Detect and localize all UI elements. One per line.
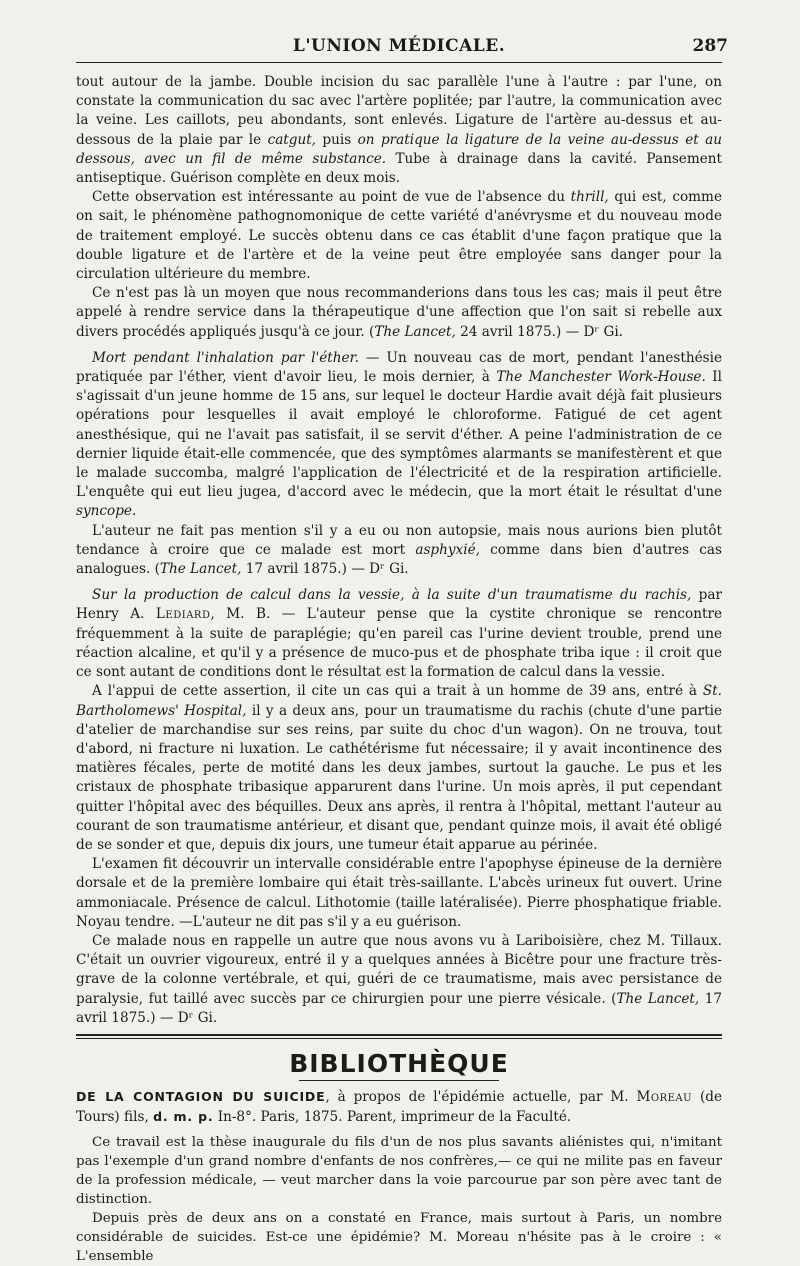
- paragraph-case-39: [76, 682, 722, 855]
- text: 17 avril 1875.) — Dʳ Gi.: [241, 561, 409, 578]
- running-header: [76, 0, 728, 62]
- text: L'auteur ne fait pas mention s'il y a eu ou non autopsie, mais nous aurions bien plutôt tendance à croire que ce malade est mort: [76, 522, 722, 558]
- text: In-8°. Paris, 1875. Parent, imprimeur de la Faculté.: [213, 1109, 572, 1126]
- book-reference: [76, 1087, 722, 1127]
- text: Ce malade nous en rappelle un autre que nous avons vu à Lariboisière, chez M. Tillaux. C'était un ouvrier vigoureux, entré il y a quelques années à Bicêtre pour une fracture très-grave de la colonne vertébrale, et qui, guéri de ce traumatisme, mais avec persistance de paralysie, fut taillé avec succès par ce chirurgien pour une pierre vésicale. (: [76, 932, 722, 1007]
- article-body: [76, 73, 722, 1028]
- book-title: DE LA CONTAGION DU SUICIDE: [76, 1088, 326, 1104]
- section-double-rule: [76, 1034, 722, 1039]
- text: puis: [316, 131, 358, 148]
- text: il y a deux ans, pour un traumatisme du rachis (chute d'une partie d'atelier de marchandise sur ses reins, par suite du choc d'un wagon). On ne trouva, tout d'abord, ni fracture ni luxation. Le cathétérisme fut nécessaire; il y avait incontinence des matières fécales, perte de motité dans les deux jambes, surtout la gauche. Le pus et les cristaux de phosphate tribasique apparurent dans l'urine. Un mois après, il put cependant quitter l'hôpital avec des béquilles. Deux ans après, il rentra à l'hôpital, mettant l'auteur au courant de son traumatisme antérieur, et disant que, pendant quinze mois, il avait été obligé de se sonder et que, depuis dix jours, une tumeur était apparue au périnée.: [76, 702, 722, 853]
- italic-text: catgut,: [267, 131, 316, 148]
- text: L'examen fit découvrir un intervalle considérable entre l'apophyse épineuse de la dernière dorsale et de la première lombaire qui était très-saillante. L'abcès urineux fut ouvert. Urine ammoniacale. Présence de calcul. Lithotomie (taille latéralisée). Pierre phosphatique friable. Noyau tendre. —L'auteur ne dit pas s'il y a eu guérison.: [76, 856, 722, 930]
- italic-text: The Manchester Work-House.: [496, 369, 706, 386]
- italic-text: thrill,: [570, 189, 609, 206]
- italic-text: asphyxié,: [415, 541, 480, 558]
- review-paragraph: Depuis près de deux ans on a constaté en France, mais surtout à Paris, un nombre considérable de suicides. Est-ce une épidémie? M. Moreau n'hésite pas à le croire : « L'ensemble: [76, 1211, 722, 1265]
- text: comme dans bien d'autres cas analogues. (: [76, 541, 722, 578]
- text: Cette observation est intéressante au point de vue de l'absence du: [92, 189, 571, 206]
- section-bladder-calculus: [76, 586, 722, 682]
- paragraph-case-description: [76, 73, 722, 188]
- journal-title: L'UNION MÉDICALE.: [292, 36, 506, 56]
- text: 17 avril 1875.) — Dʳ Gi.: [76, 990, 722, 1026]
- text: (de Tours) fils,: [76, 1088, 722, 1126]
- bibliotheque-heading: BIBLIOTHÈQUE: [289, 1048, 509, 1078]
- italic-text: The Lancet,: [159, 561, 242, 578]
- text: A l'appui de cette assertion, il cite un cas qui a trait à un homme de 39 ans, entré à: [92, 683, 703, 700]
- review-paragraph: Ce travail est la thèse inaugurale du fils d'un de nos plus savants aliénistes qui, n'imitant pas l'exemple d'un grand nombre d'enfants de nos confrères,— ce qui ne milite pas en faveur de la profession médicale, — veut marcher dans la voie parcourue par son père avec tant de distinction.: [76, 1135, 722, 1208]
- text: Tube à drainage dans la cavité. Pansement antiseptique. Guérison complète en deux mois.: [76, 150, 722, 187]
- paragraph-recommendation: [76, 284, 722, 342]
- section-ether-death: [76, 349, 722, 522]
- italic-text: The Lancet,: [616, 990, 700, 1007]
- paragraph-autopsy: [76, 522, 722, 580]
- text: Ce n'est pas là un moyen que nous recommanderions dans tous les cas; mais il peut être appelé à rendre service dans la thérapeutique d'une affection que l'on sait si rebelle aux divers procédés appliqués jusqu'à ce jour. (: [76, 285, 722, 340]
- text: , M. B. — L'auteur pense que la cystite chronique se rencontre fréquemment à la suite de paraplégie; qu'en pareil cas l'urine devient trouble, prend une réaction alcaline, et qu'il y a présence de muco-pus et de phosphate triba ique : il croit que ce sont autant de conditions dont le résultat est la formation de calcul dans la vessie.: [76, 606, 722, 681]
- italic-text: on pratique la ligature de la veine au-dessus et au dessous, avec un fil de même substance.: [76, 131, 722, 167]
- author-name: Moreau: [636, 1088, 693, 1105]
- section-heading: Sur la production de calcul dans la vessie, à la suite d'un traumatisme du rachis,: [92, 587, 692, 604]
- italic-text: St. Bartholomews' Hospital,: [76, 683, 722, 719]
- text: , à propos de l'épidémie actuelle, par M.: [325, 1088, 637, 1105]
- text: par Henry A.: [76, 587, 722, 623]
- text: — Un nouveau cas de mort, pendant l'anesthésie pratiquée par l'éther, vient d'avoir lieu, le mois dernier, à: [76, 349, 722, 386]
- paragraph-lariboisiere: [76, 932, 722, 1028]
- author-name: Lediard: [155, 606, 211, 623]
- paragraph-examination: [76, 855, 722, 932]
- text: 24 avril 1875.) — Dʳ Gi.: [455, 323, 624, 340]
- section-heading: Mort pendant l'inhalation par l'éther.: [92, 349, 359, 366]
- text: tout autour de la jambe. Double incision du sac parallèle l'une à l'autre : par l'une, on constate la communication du sac avec l'artère poplitée; par l'autre, la communication avec la veine. Les caillots, peu abondants, sont enlevés. Ligature de l'artère au-dessus et au-dessous de la plaie par le: [76, 74, 722, 148]
- page-number: 287: [692, 36, 728, 56]
- italic-text: syncope.: [76, 503, 137, 520]
- text: Il s'agissait d'un jeune homme de 15 ans, sur lequel le docteur Hardie avait déjà fait plusieurs opérations pour lesquelles il avait employé le chloroforme. Fatigué de cet agent anesthésique, qui ne l'avait pas satisfait, il se servit d'éther. A peine l'administration de ce dernier liquide était-elle commencée, que des symptômes alarmants se manifestèrent et que le malade succomba, malgré l'application de l'électricité et de la respiration artificielle. L'enquête qui eut lieu jugea, d'accord avec le médecin, que la mort était le résultat d'une: [76, 369, 723, 501]
- text: qui est, comme on sait, le phénomène pathognomonique de cette variété d'anévrysme et du nouveau mode de traitement employé. Le succès obtenu dans ce cas établit d'une façon pratique que la double ligature et de l'artère et de la veine peut être employée sans danger pour la circulation ultérieure du membre.: [76, 189, 722, 283]
- header-rule: [76, 62, 722, 63]
- degree-abbrev: d. m. p.: [153, 1109, 214, 1125]
- heading-underline: [299, 1080, 499, 1081]
- italic-text: The Lancet,: [374, 323, 456, 340]
- paragraph-observation: [76, 188, 722, 284]
- book-review-body: [76, 1133, 722, 1266]
